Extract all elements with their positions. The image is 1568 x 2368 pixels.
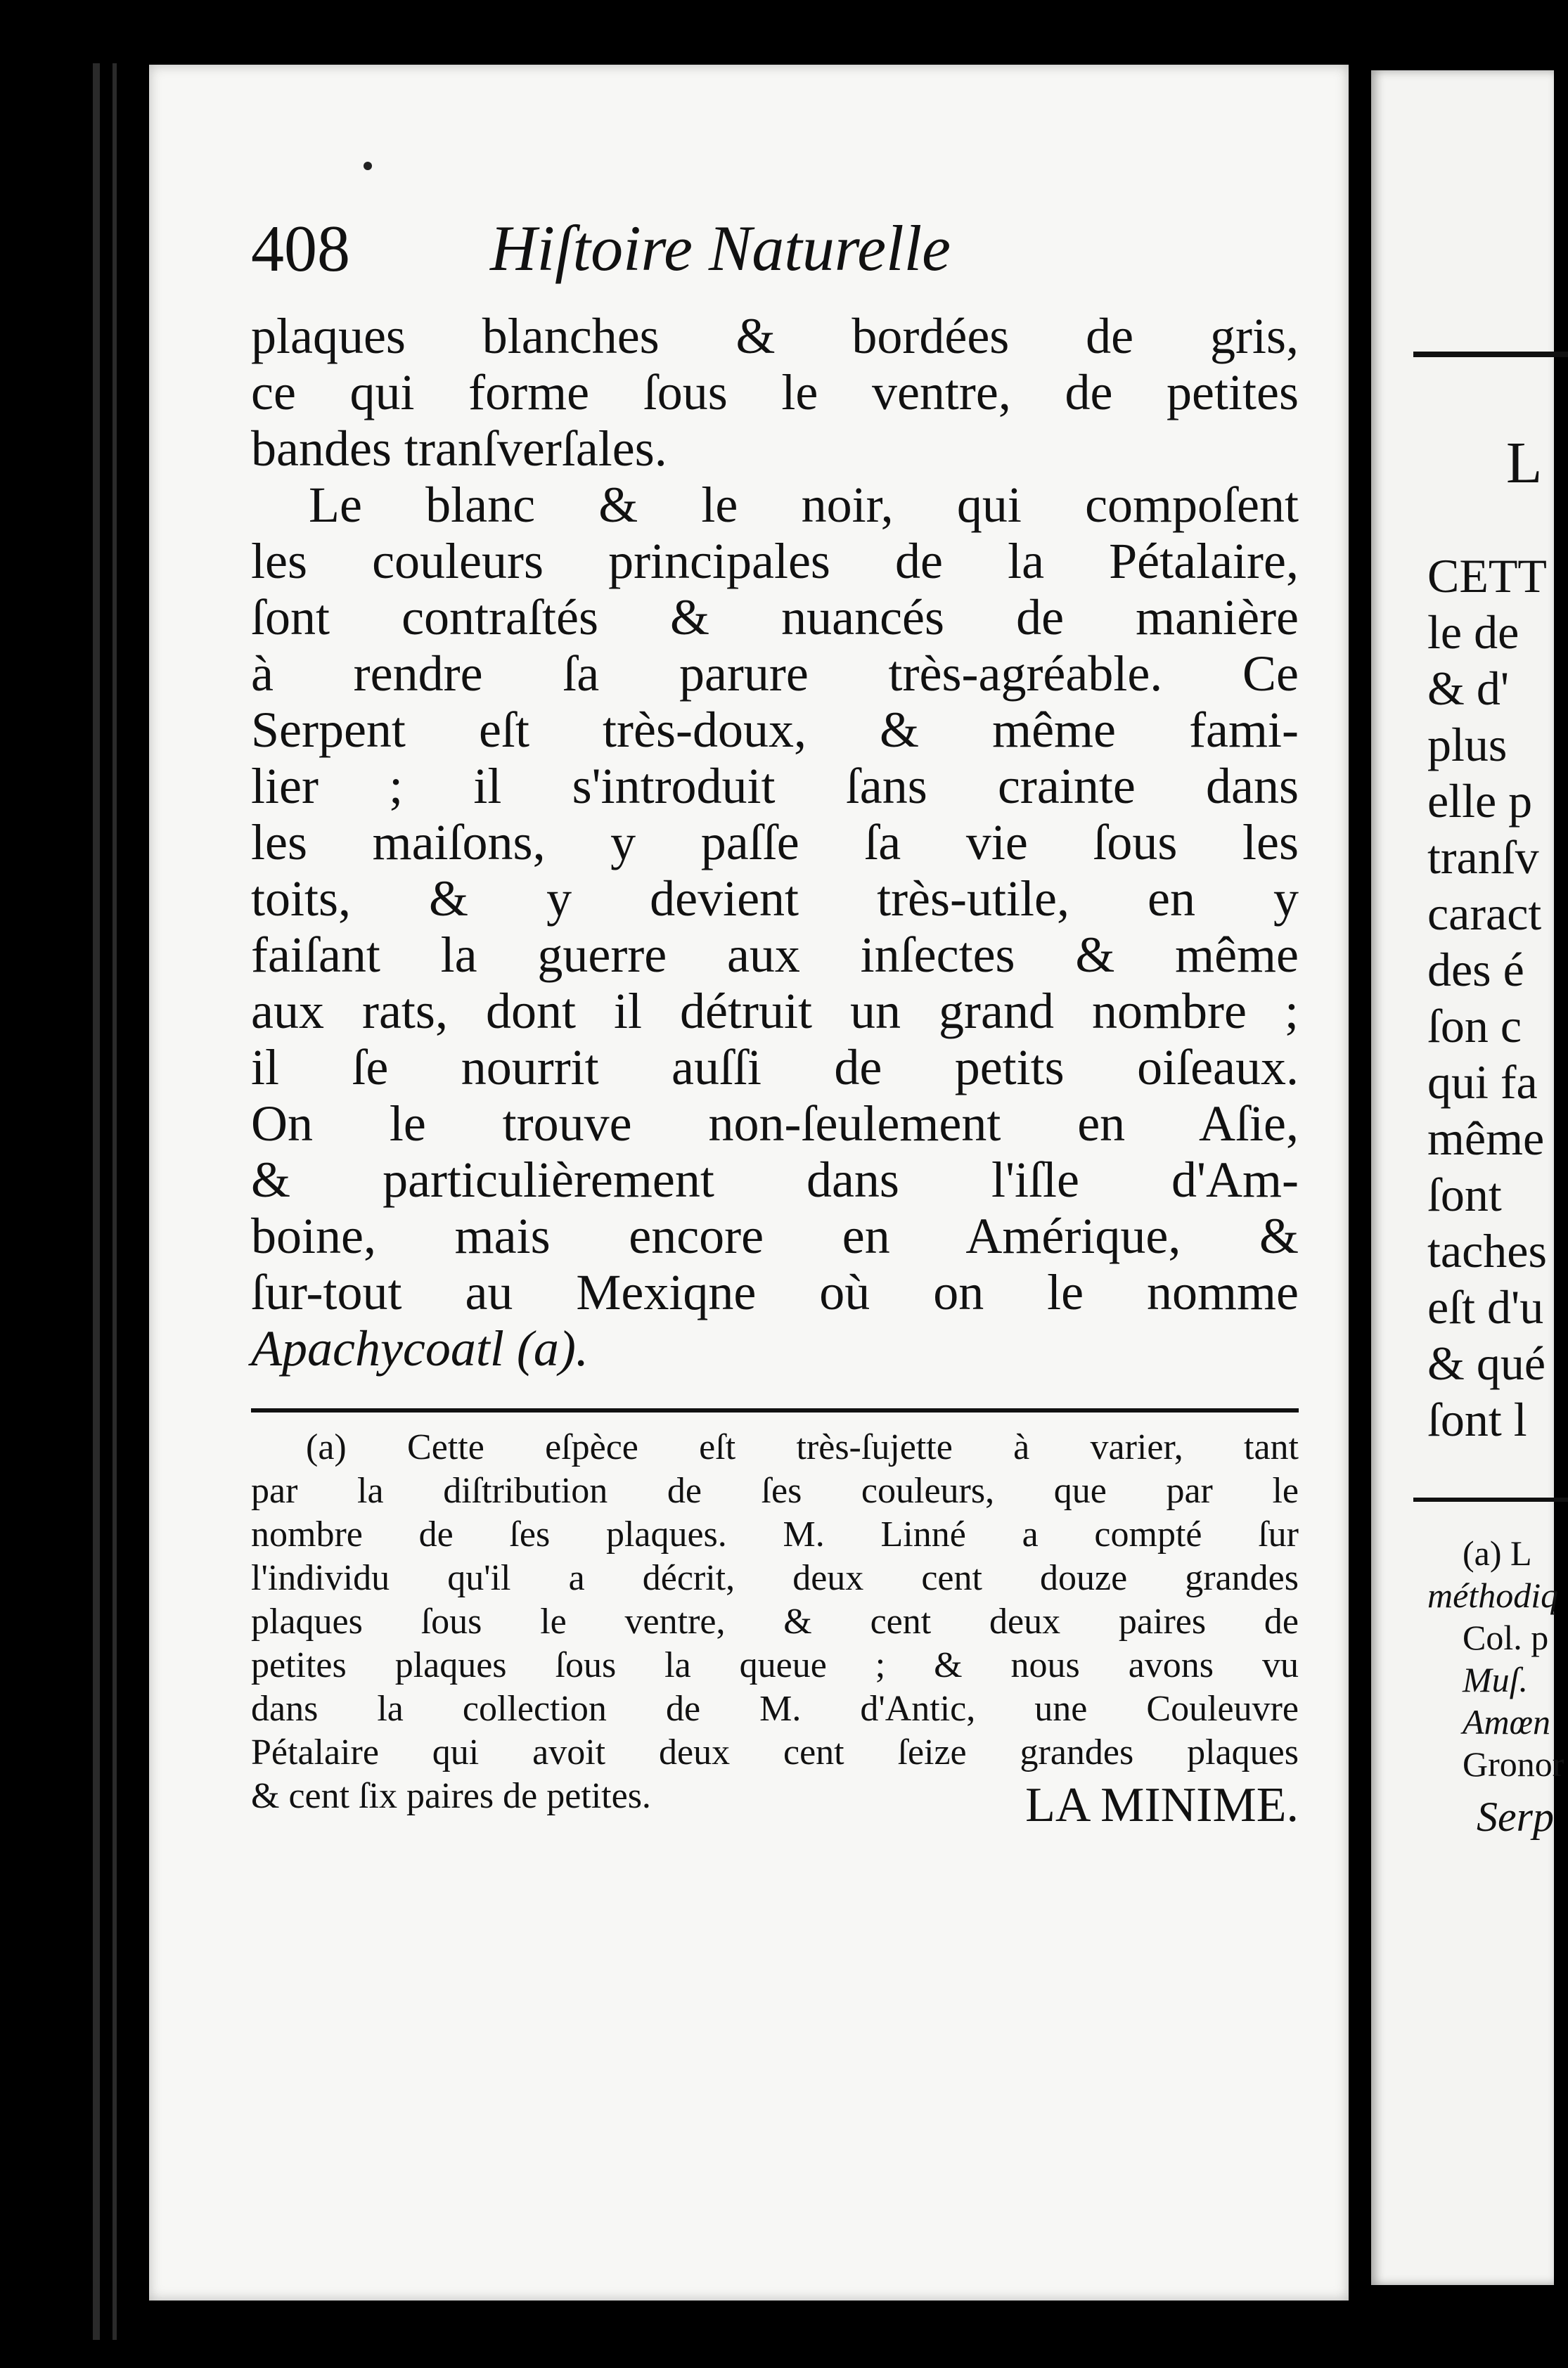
- footnote-line: (a) Cette eſpèce eſt très-ſujette à varier, tant: [306, 1427, 1299, 1467]
- text-line: lier ; il s'introduit ſans crainte dans: [251, 758, 1299, 814]
- footnote-line: Pétalaire qui avoit deux cent ſeize grandes plaques: [251, 1732, 1299, 1772]
- facing-line: ſont l: [1427, 1393, 1527, 1446]
- facing-footnote-line: Muſ.: [1463, 1660, 1529, 1699]
- text-line: Le blanc & le noir, qui compoſent: [309, 477, 1299, 533]
- text-line: boine, mais encore en Amérique, &: [251, 1208, 1299, 1264]
- spine-shadow-left: [93, 63, 100, 2340]
- text-line: On le trouve non-ſeulement en Aſie,: [251, 1095, 1299, 1152]
- facing-line: ſont: [1427, 1168, 1502, 1221]
- text-line-italic: Apachycoatl (a).: [251, 1320, 589, 1377]
- running-title: Hiſtoire Naturelle: [490, 212, 951, 284]
- facing-page-footnote-rule: [1413, 1498, 1568, 1502]
- facing-page: [1371, 70, 1564, 2285]
- facing-line: qui fa: [1427, 1055, 1538, 1109]
- text-line: il ſe nourrit auſſi de petits oiſeaux.: [251, 1039, 1299, 1095]
- facing-line: tranſv: [1427, 830, 1539, 884]
- next-section-title: LA MINIME.: [1025, 1778, 1299, 1832]
- facing-line: des é: [1427, 943, 1524, 996]
- text-line: aux rats, dont il détruit un grand nombre ;: [251, 983, 1299, 1039]
- facing-footnote-line: méthodiq: [1427, 1576, 1559, 1615]
- facing-line: & qué: [1427, 1337, 1546, 1390]
- text-line: ce qui forme ſous le ventre, de petites: [251, 364, 1299, 420]
- text-line: ſur-tout au Mexiqne où on le nomme: [251, 1264, 1299, 1320]
- footnote-line: dans la collection de M. d'Antic, une Couleuvre: [251, 1689, 1299, 1729]
- footnote-line: l'individu qu'il a décrit, deux cent douze grandes: [251, 1558, 1299, 1598]
- facing-line: plus: [1427, 718, 1508, 771]
- footnote-line: plaques ſous le ventre, & cent deux paires de: [251, 1602, 1299, 1642]
- facing-footnote-line: Col. p: [1463, 1618, 1549, 1657]
- footnote-line: & cent ſix paires de petites.: [251, 1776, 651, 1816]
- facing-line: CETT: [1427, 549, 1547, 603]
- facing-page-rule: [1413, 352, 1568, 357]
- text-line: les couleurs principales de la Pétalaire,: [251, 533, 1299, 589]
- facing-line: eſt d'u: [1427, 1280, 1544, 1334]
- facing-line: elle p: [1427, 774, 1533, 828]
- facing-line: caract: [1427, 887, 1542, 940]
- facing-heading: L: [1506, 430, 1543, 496]
- text-line: bandes tranſverſales.: [251, 420, 667, 477]
- text-line: faiſant la guerre aux inſectes & même: [251, 927, 1299, 983]
- text-line: les maiſons, y paſſe ſa vie ſous les: [251, 814, 1299, 870]
- text-line: Serpent eſt très-doux, & même fami-: [251, 702, 1299, 758]
- text-line: & particulièrement dans l'iſle d'Am-: [251, 1152, 1299, 1208]
- main-text: [251, 308, 1299, 1377]
- footnote-line: nombre de ſes plaques. M. Linné a compté ſur: [251, 1514, 1299, 1555]
- facing-line: le de: [1427, 605, 1519, 659]
- footnote-rule: [251, 1408, 1299, 1413]
- facing-footnote-line: (a) L: [1463, 1533, 1532, 1573]
- footnote-line: par la diſtribution de ſes couleurs, que par le: [251, 1471, 1299, 1511]
- facing-footnote-line: Gronor: [1463, 1744, 1564, 1784]
- page-speck: [364, 162, 372, 170]
- text-line: plaques blanches & bordées de gris,: [251, 308, 1299, 364]
- facing-line: même: [1427, 1112, 1545, 1165]
- text-line: toits, & y devient très-utile, en y: [251, 870, 1299, 927]
- page-header: [251, 211, 1165, 295]
- text-line: à rendre ſa parure très-agréable. Ce: [251, 645, 1299, 702]
- footnote-line: petites plaques ſous la queue ; & nous avons vu: [251, 1645, 1299, 1685]
- footnote: [251, 1426, 1299, 1818]
- page-number: 408: [251, 212, 350, 285]
- facing-footnote-line: Amœn: [1463, 1702, 1550, 1742]
- spine-shadow-inner: [113, 63, 117, 2340]
- facing-line: ſon c: [1427, 999, 1522, 1053]
- facing-footnote-line: Serp: [1477, 1794, 1554, 1840]
- text-line: ſont contraſtés & nuancés de manière: [251, 589, 1299, 645]
- facing-line: taches: [1427, 1224, 1547, 1278]
- facing-line: & d': [1427, 662, 1510, 715]
